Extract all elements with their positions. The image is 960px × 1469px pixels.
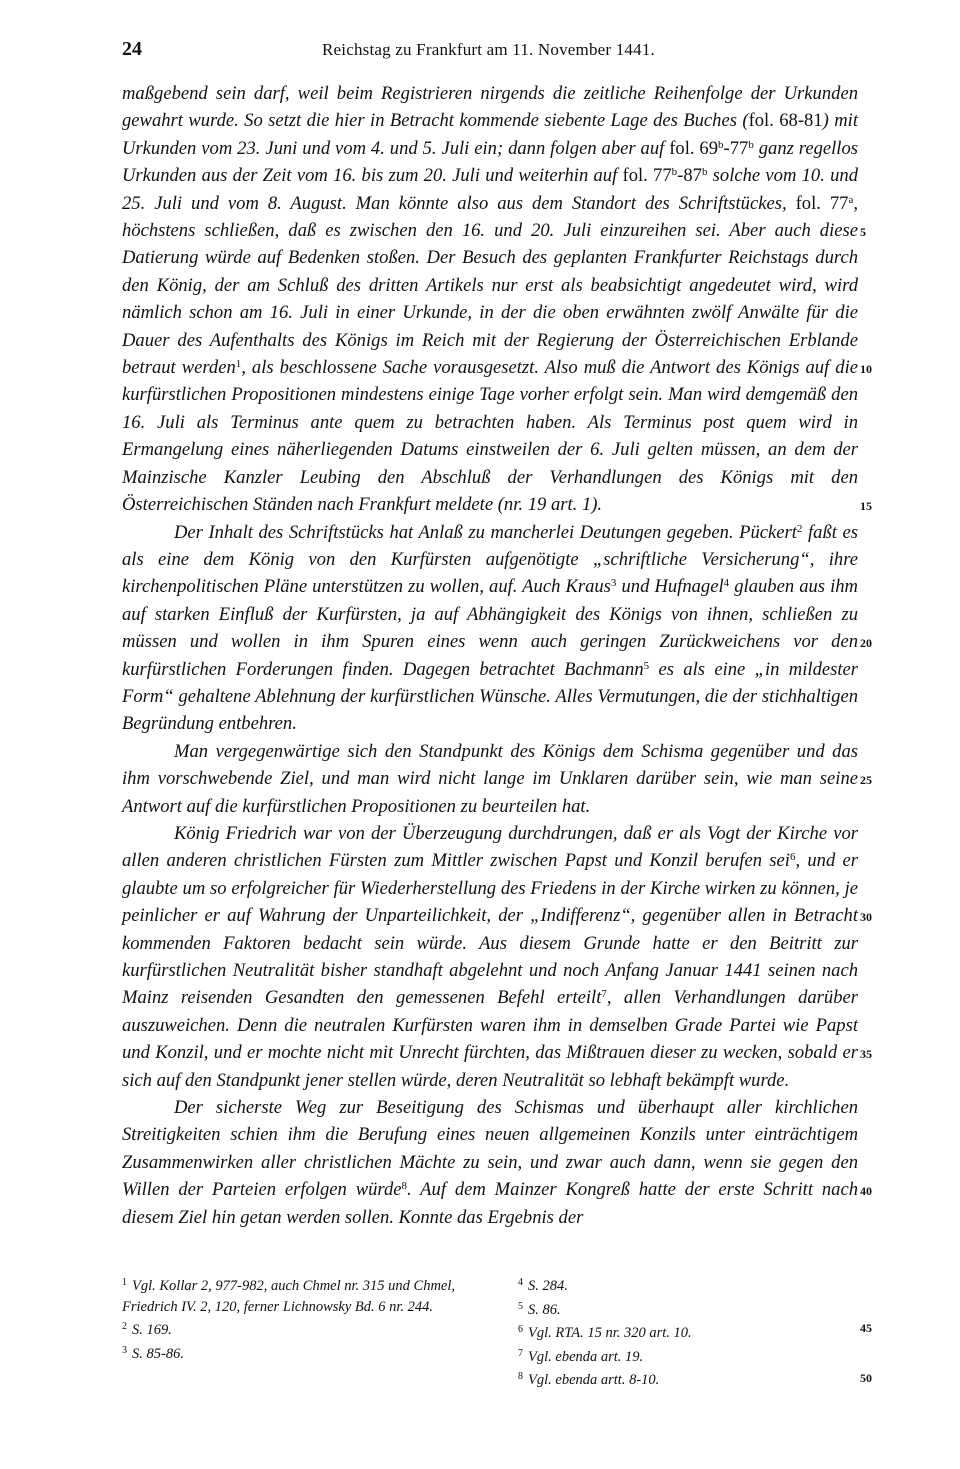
- text-run: und Hufnagel: [616, 576, 724, 598]
- folio-reference: fol. 69: [669, 137, 719, 159]
- line-number: 20: [860, 636, 872, 650]
- page-header: [122, 38, 858, 68]
- text-run: , allen Verhandlungen darüber auszuweichen. Denn die neutralen Kurfürsten waren ihm in demselben Grade Partei wie Papst und Konzil, und er mochte nicht mit Unrecht fürchten, das Mißtrauen dieser zu wecken, sobald er sich auf den Standpunkt jener stellen würde, deren Neutralität so lebhaft bekämpft wurde.: [122, 987, 858, 1091]
- footnote: [122, 1341, 502, 1365]
- footnotes: [122, 1273, 858, 1393]
- paragraph: [122, 820, 858, 1094]
- text-run: solche vom 10. und 25. Juli und vom 8. August. Man könnte also aus dem Standort des Schriftstückes,: [122, 165, 858, 214]
- footnote: [518, 1297, 848, 1321]
- paragraph: [122, 1094, 858, 1231]
- text-run: Der sicherste Weg zur Beseitigung des Schismas und überhaupt aller kirchlichen Streitigkeiten schien ihm die Berufung eines neuen allgemeinen Konzils unter einträchtigem Zusammenwirken aller christlichen Mächte zu sein, und zwar auch dann, wenn sie gegen den Willen der Parteien erfolgen würde: [122, 1097, 858, 1201]
- footnote-mark: 8: [518, 1371, 523, 1382]
- text-run: maßgebend sein darf, weil beim Registrieren nirgends die zeitliche Reihenfolge der Urkunden gewahrt wurde. So setzt die hier in Betracht kommende siebente Lage des Buches (: [122, 83, 858, 132]
- footnote-mark: 4: [518, 1277, 523, 1288]
- footnote-text: S. 86.: [528, 1301, 561, 1318]
- folio-reference: fol. 77: [622, 165, 672, 187]
- line-number: 45: [860, 1321, 872, 1335]
- footnote-text: Vgl. ebenda art. 19.: [528, 1348, 644, 1365]
- text-run: . Auf dem Mainzer Kongreß hatte der erste Schritt nach diesem Ziel hin getan werden sollen. Konnte das Ergebnis der: [122, 1179, 858, 1228]
- folio-reference: -87: [677, 165, 702, 187]
- footnote: [518, 1273, 848, 1297]
- text-run: Der Inhalt des Schriftstücks hat Anlaß zu mancherlei Deutungen gegeben. Pückert: [174, 521, 797, 543]
- text-run: ) mit Urkunden vom 23. Juni und vom 4. und 5. Juli ein; dann folgen aber auf: [122, 110, 858, 159]
- footnote-text: S. 85-86.: [132, 1345, 184, 1362]
- footnote-reference: a: [848, 193, 854, 206]
- paragraph: [122, 738, 858, 820]
- footnote-reference: 2: [796, 522, 803, 535]
- footnote-reference: 3: [610, 577, 617, 590]
- paragraph: [122, 80, 858, 519]
- text-run: faßt es als eine dem König von den Kurfürsten aufgenötigte „schriftliche Versicherung“, ihre kirchenpolitischen Pläne unterstützen zu wollen, auf. Auch Kraus: [122, 521, 858, 598]
- line-number: 5: [860, 225, 866, 239]
- footnote: [122, 1317, 502, 1341]
- footnote-reference: 6: [789, 851, 796, 864]
- folio-reference: fol. 77: [795, 192, 849, 214]
- footnote-text: Vgl. RTA. 15 nr. 320 art. 10.: [528, 1325, 692, 1341]
- text-run: ganz regellos Urkunden aus der Zeit vom 16. bis zum 20. Juli und weiterhin auf: [122, 137, 858, 187]
- footnotes-right-column: [518, 1273, 848, 1391]
- footnote-text: Vgl. Kollar 2, 977-982, auch Chmel nr. 315 und Chmel, Friedrich IV. 2, 120, ferner Lichnowsky Bd. 6 nr. 244.: [122, 1278, 456, 1315]
- footnote-mark: 3: [122, 1344, 127, 1356]
- footnote-reference: b: [718, 138, 724, 151]
- line-number: 30: [860, 910, 872, 924]
- running-title: Reichstag zu Frankfurt am 11. November 1441.: [322, 40, 655, 59]
- text-run: , höchstens schließen, daß es zwischen den 16. und 20. Juli einzureihen sei. Aber auch diese Datierung würde auf Bedenken stoßen. Der Besuch des geplanten Frankfurter Reichstags durch den König, der am Schluß des dritten Artikels nur erst als beabsichtigt angedeutet wird, wird nämlich schon am 16. Juli in einer Urkunde, in der die oben erwähnten zwölf Anwälte für die Dauer des Aufenthalts des Königs im Reich mit der Regierung der Österreichischen Erblande betraut werden: [122, 192, 859, 379]
- line-number: 25: [860, 773, 872, 787]
- footnote: [518, 1367, 848, 1391]
- footnote-line-number: 50: [860, 1371, 872, 1385]
- footnote-reference: b: [748, 138, 754, 151]
- footnote: [518, 1320, 848, 1344]
- line-number: 15: [860, 499, 872, 513]
- line-number: 10: [860, 362, 872, 376]
- footnote-reference: b: [671, 166, 678, 179]
- footnote-reference: 4: [723, 577, 730, 590]
- folio-reference: fol. 68-81: [748, 110, 823, 132]
- paragraph: [122, 519, 858, 738]
- footnote-reference: 1: [235, 358, 242, 371]
- footnote-reference: 5: [643, 659, 650, 672]
- text-run: , und er glaubte um so erfolgreicher für Wiederherstellung des Friedens in der Kirche wirken zu können, je peinlicher er auf Wahrung der Unparteilichkeit, der „Indifferenz“, gegenüber allen in Betracht kommenden Faktoren bedacht sein würde. Aus diesem Grunde hatte er den Beitritt zur kurfürstlichen Neutralität bisher standhaft abgelehnt und noch Anfang Januar 1441 seinen nach Mainz reisenden Gesandten den gemessenen Befehl erteilt: [122, 850, 858, 1009]
- footnote-text: S. 169.: [132, 1322, 172, 1338]
- line-number: 35: [860, 1047, 872, 1061]
- footnote-reference: b: [701, 166, 708, 179]
- footnote: [122, 1273, 502, 1317]
- footnote-mark: 7: [518, 1347, 523, 1359]
- footnote-text: Vgl. ebenda artt. 8-10.: [528, 1372, 660, 1388]
- footnote-reference: 8: [401, 1180, 407, 1193]
- text-run: es als eine „in mildester Form“ gehaltene Ablehnung der kurfürstlichen Wünsche. Alles Vermutungen, die der stichhaltigen Begründung entbehren.: [122, 658, 859, 735]
- footnote-mark: 2: [122, 1321, 127, 1332]
- text-run: , als beschlossene Sache vorausgesetzt. Also muß die Antwort des Königs auf die kurfürstlichen Propositionen mindestens einige Tage vorher erfolgt sein. Man wird demgemäß den 16. Juli als Terminus ante quem zu betrachten haben. Als Terminus post quem wird in Ermangelung eines näherliegenden Datums einstweilen der 6. Juli gelten müssen, an dem der Mainzische Kanzler Leubing den Abschluß der Verhandlungen des Königs mit den Österreichischen Ständen nach Frankfurt meldete (nr. 19 art. 1).: [122, 357, 858, 516]
- folio-reference: -77: [723, 137, 749, 159]
- footnote-text: S. 284.: [528, 1278, 568, 1294]
- footnote-mark: 6: [518, 1324, 523, 1335]
- text-run: König Friedrich war von der Überzeugung durchdrungen, daß er als Vogt der Kirche vor allen anderen christlichen Fürsten zum Mittler zwischen Papst und Konzil berufen sei: [122, 822, 858, 872]
- main-text: [122, 80, 858, 1231]
- footnote-mark: 5: [518, 1300, 523, 1312]
- line-number: 40: [860, 1184, 872, 1198]
- page-number: 24: [122, 38, 142, 60]
- footnote-reference: 7: [601, 988, 607, 1001]
- text-run: glauben aus ihm auf starken Einfluß der Kurfürsten, ja auf Abhängigkeit des Königs von ihnen, schließen zu müssen und wollen in ihm Spuren eines wenn auch geringen Zurückweichens vor den kurfürstlichen Forderungen finden. Dagegen betrachtet Bachmann: [122, 576, 858, 680]
- footnote: [518, 1344, 848, 1368]
- text-run: Man vergegenwärtige sich den Standpunkt des Königs dem Schisma gegenüber und das ihm vorschwebende Ziel, und man wird nicht lange im Unklaren darüber sein, wie man seine Antwort auf die kurfürstlichen Propositionen zu beurteilen hat.: [122, 740, 858, 817]
- footnotes-left-column: [122, 1273, 502, 1364]
- footnote-mark: 1: [122, 1277, 127, 1288]
